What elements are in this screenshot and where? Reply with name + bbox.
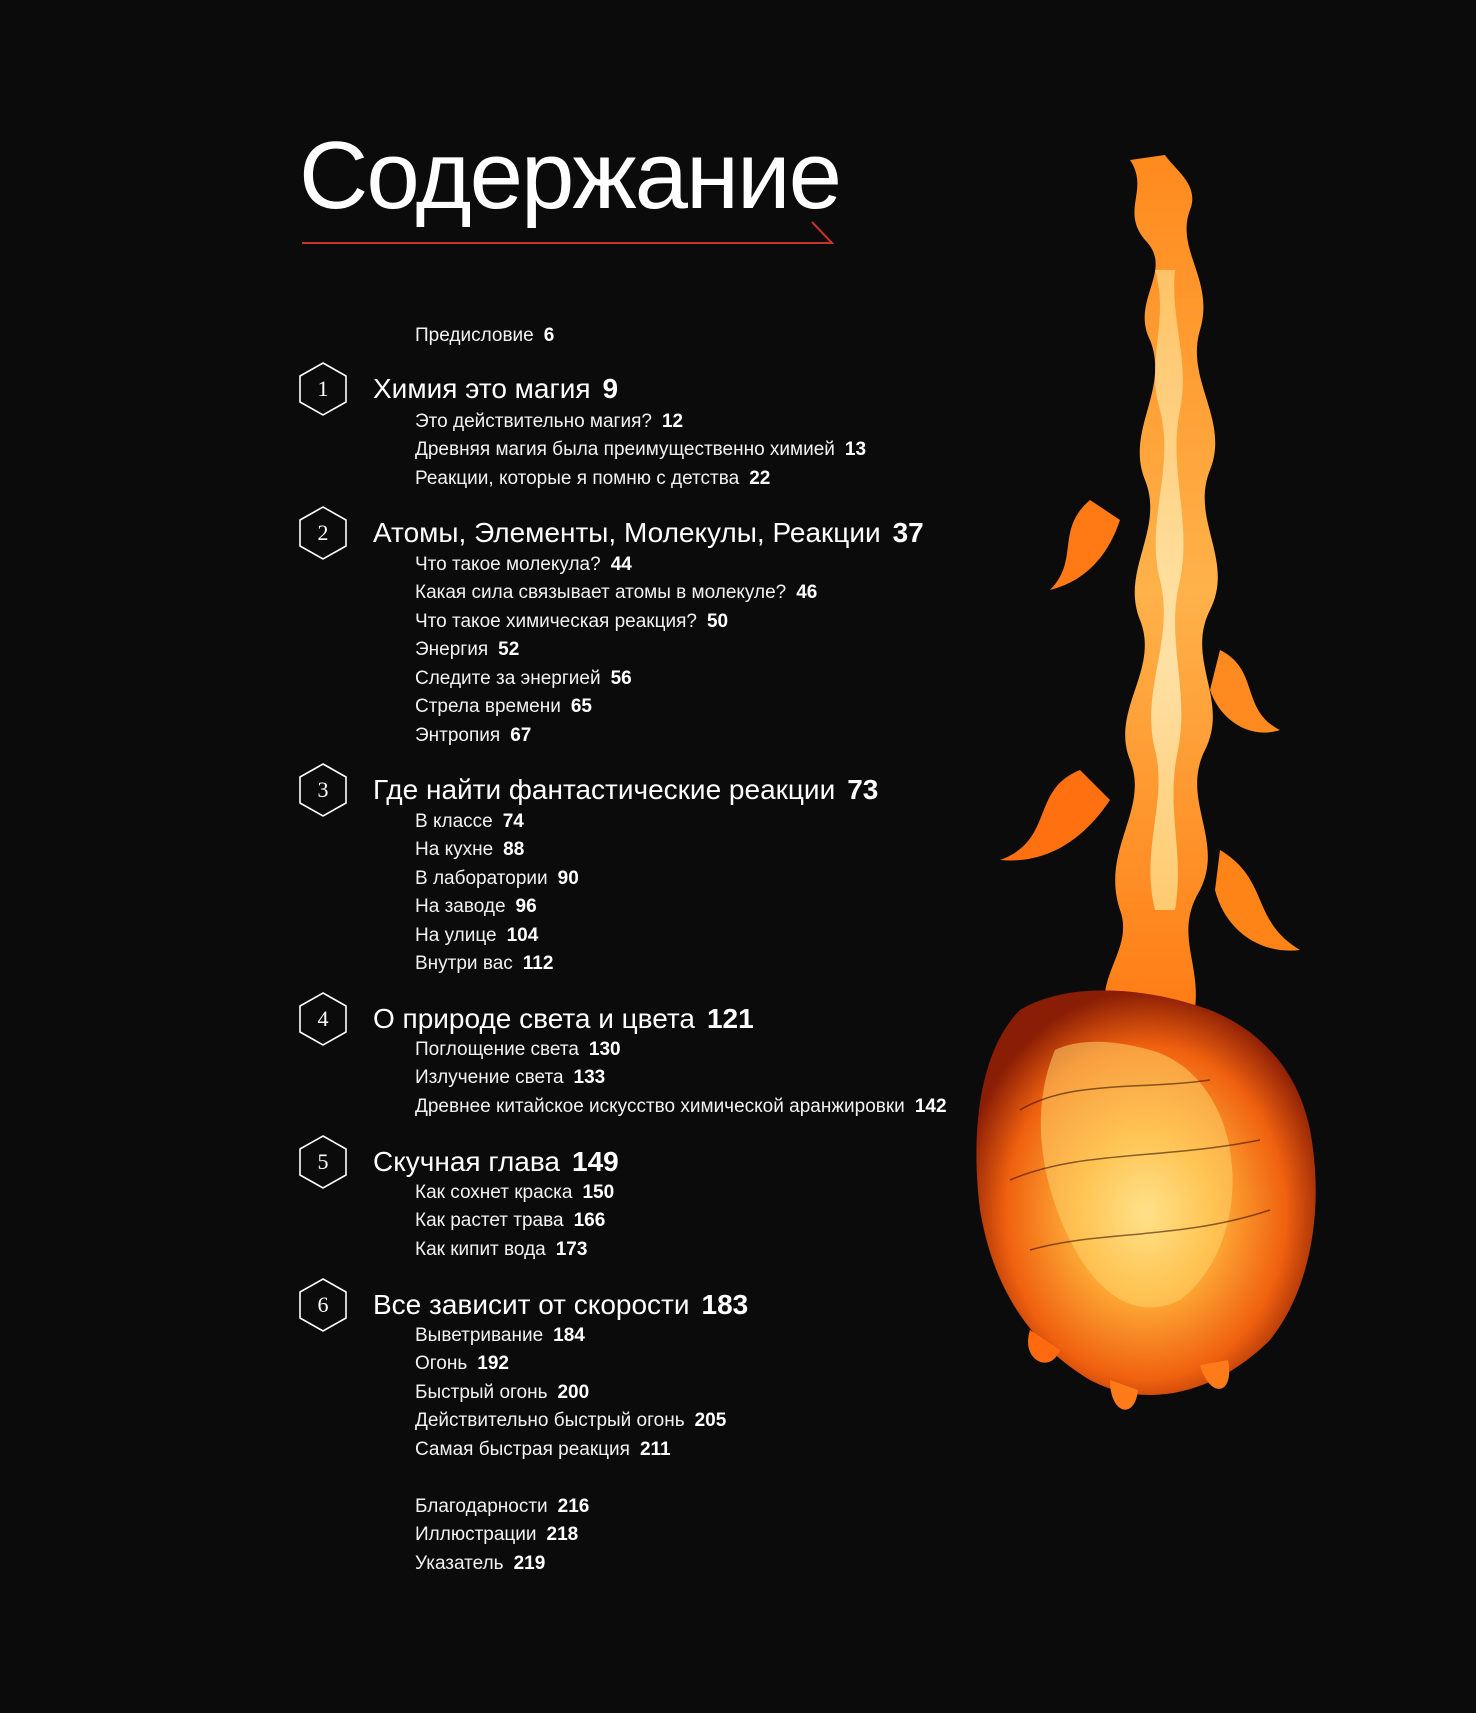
chapter-title <box>373 774 878 806</box>
toc-entry-page: 13 <box>844 439 867 460</box>
chapter-title-text: Все зависит от скорости <box>373 1289 690 1320</box>
toc-entry[interactable] <box>415 1382 589 1404</box>
toc-entry-page: 142 <box>914 1096 947 1117</box>
toc-entry-page: 90 <box>557 868 579 889</box>
toc-entry-page: 67 <box>510 725 532 746</box>
toc-entry-label: Что такое молекула? <box>415 554 601 575</box>
toc-entry-label: Излучение света <box>415 1067 564 1088</box>
toc-entry[interactable] <box>415 1439 671 1461</box>
toc-entry-page: 65 <box>570 696 592 717</box>
toc-entry[interactable] <box>415 639 519 661</box>
toc-entry[interactable] <box>415 1096 947 1118</box>
chapter-title-text: Скучная глава <box>373 1146 560 1177</box>
toc-entry-label: Как растет трава <box>415 1210 564 1231</box>
flame-image <box>960 150 1340 1490</box>
chapter-page: 149 <box>572 1146 619 1177</box>
toc-entry-label: Огонь <box>415 1353 468 1374</box>
chapter-title <box>373 1003 754 1035</box>
chapter-number: 4 <box>317 1006 329 1031</box>
toc-entry-page: 219 <box>513 1553 546 1574</box>
toc-entry-label: Как сохнет краска <box>415 1182 573 1203</box>
toc-entry-page: 88 <box>503 839 525 860</box>
toc-entry[interactable] <box>415 925 538 947</box>
toc-entry-preface[interactable] <box>415 325 554 347</box>
chapter-number: 6 <box>317 1292 329 1317</box>
toc-entry-label: Реакции, которые я помню с детства <box>415 468 740 489</box>
toc-entry-label: Благодарности <box>415 1496 548 1517</box>
chapter-title <box>373 1289 748 1321</box>
toc-entry-page: 6 <box>543 325 555 346</box>
toc-entry-page: 166 <box>573 1210 606 1231</box>
toc-entry-label: Иллюстрации <box>415 1524 537 1545</box>
toc-entry-label: Действительно быстрый огонь <box>415 1410 685 1431</box>
toc-entry-page: 104 <box>506 925 539 946</box>
toc-entry-label: На улице <box>415 925 497 946</box>
toc-entry-label: Самая быстрая реакция <box>415 1439 630 1460</box>
toc-entry[interactable] <box>415 411 683 433</box>
toc-entry-page: 52 <box>498 639 520 660</box>
toc-entry-label: Какая сила связывает атомы в молекуле? <box>415 582 787 603</box>
toc-entry-label: Древнее китайское искусство химической аранжировки <box>415 1096 905 1117</box>
toc-entry-page: 22 <box>749 468 771 489</box>
toc-entry-label: На кухне <box>415 839 494 860</box>
chapter-title <box>373 517 924 549</box>
toc-entry[interactable] <box>415 1325 585 1347</box>
toc-entry-page: 150 <box>582 1182 615 1203</box>
toc-entry-page: 96 <box>515 896 537 917</box>
toc-entry-label: Древняя магия была преимущественно химией <box>415 439 835 460</box>
toc-entry-label: Как кипит вода <box>415 1239 546 1260</box>
chapter-page: 183 <box>701 1289 749 1320</box>
toc-entry-label: Предисловие <box>415 325 534 346</box>
toc-entry[interactable] <box>415 439 866 461</box>
toc-entry-label: Поглощение света <box>415 1039 579 1060</box>
toc-entry-page: 12 <box>661 411 684 432</box>
toc-entry[interactable] <box>415 1210 605 1232</box>
toc-entry[interactable] <box>415 468 770 490</box>
chapter-title-text: Где найти фантастические реакции <box>373 774 836 805</box>
toc-entry-label: Стрела времени <box>415 696 561 717</box>
toc-entry-label: Внутри вас <box>415 953 513 974</box>
toc-entry[interactable] <box>415 1182 614 1204</box>
toc-entry-page: 173 <box>555 1239 588 1260</box>
chapter-title-text: О природе света и цвета <box>373 1003 695 1034</box>
toc-entry[interactable] <box>415 582 817 604</box>
flame-illustration <box>960 150 1340 1490</box>
toc-entry-label: В классе <box>415 811 493 832</box>
toc-entry-label: Выветривание <box>415 1325 544 1346</box>
toc-entry-page: 205 <box>694 1410 727 1431</box>
chapter-number: 3 <box>317 777 329 802</box>
toc-entry[interactable] <box>415 868 579 890</box>
toc-entry-label: Быстрый огонь <box>415 1382 548 1403</box>
toc-entry-page: 133 <box>573 1067 606 1088</box>
toc-entry-page: 184 <box>553 1325 585 1346</box>
toc-entry[interactable] <box>415 1239 587 1261</box>
toc-entry-page: 46 <box>796 582 818 603</box>
toc-entry-label: На заводе <box>415 896 506 917</box>
toc-entry-label: В лаборатории <box>415 868 548 889</box>
toc-entry-label: Энергия <box>415 639 489 660</box>
toc-entry[interactable] <box>415 1410 726 1432</box>
toc-entry-label: Энтропия <box>415 725 501 746</box>
toc-entry[interactable] <box>415 611 728 633</box>
toc-entry[interactable] <box>415 896 537 918</box>
toc-entry[interactable] <box>415 668 632 690</box>
toc-entry-acknowledgements[interactable] <box>415 1496 589 1518</box>
toc-entry[interactable] <box>415 1067 605 1089</box>
toc-entry[interactable] <box>415 811 524 833</box>
chapter-page: 37 <box>892 517 924 548</box>
chapter-title-text: Атомы, Элементы, Молекулы, Реакции <box>373 517 881 548</box>
toc-entry-page: 211 <box>639 1439 671 1460</box>
toc-entry-page: 74 <box>502 811 524 832</box>
toc-entry-label: Указатель <box>415 1553 504 1574</box>
toc-entry-label: Это действительно магия? <box>415 411 652 432</box>
toc-entry-page: 216 <box>557 1496 590 1517</box>
toc-entry-page: 44 <box>610 554 632 575</box>
chapter-number: 1 <box>317 376 329 401</box>
chapter-page: 73 <box>847 774 879 805</box>
toc-entry-index[interactable] <box>415 1553 545 1575</box>
toc-entry[interactable] <box>415 839 524 861</box>
toc-entry-page: 192 <box>477 1353 509 1374</box>
chapter-title <box>373 373 618 405</box>
chapter-title <box>373 1146 619 1178</box>
toc-entry-page: 130 <box>588 1039 621 1060</box>
chapter-number: 2 <box>317 520 329 545</box>
toc-entry-page: 56 <box>610 668 632 689</box>
toc-entry-page: 112 <box>522 953 554 974</box>
toc-entry-label: Что такое химическая реакция? <box>415 611 697 632</box>
toc-entry[interactable] <box>415 554 632 576</box>
toc-entry-page: 50 <box>706 611 729 632</box>
chapter-number: 5 <box>317 1149 329 1174</box>
toc-entry[interactable] <box>415 953 553 975</box>
toc-entry[interactable] <box>415 696 592 718</box>
toc-entry[interactable] <box>415 1039 621 1061</box>
title-underline <box>300 218 840 248</box>
page-title: Содержание <box>299 122 841 229</box>
toc-entry-page: 200 <box>557 1382 590 1403</box>
toc-entry-page: 218 <box>546 1524 579 1545</box>
toc-entry-label: Следите за энергией <box>415 668 601 689</box>
toc-entry[interactable] <box>415 1353 509 1375</box>
toc-entry[interactable] <box>415 725 531 747</box>
chapter-page: 121 <box>706 1003 754 1034</box>
chapter-title-text: Химия это магия <box>373 373 591 404</box>
chapter-page: 9 <box>602 373 619 404</box>
toc-entry-illustrations[interactable] <box>415 1524 578 1546</box>
